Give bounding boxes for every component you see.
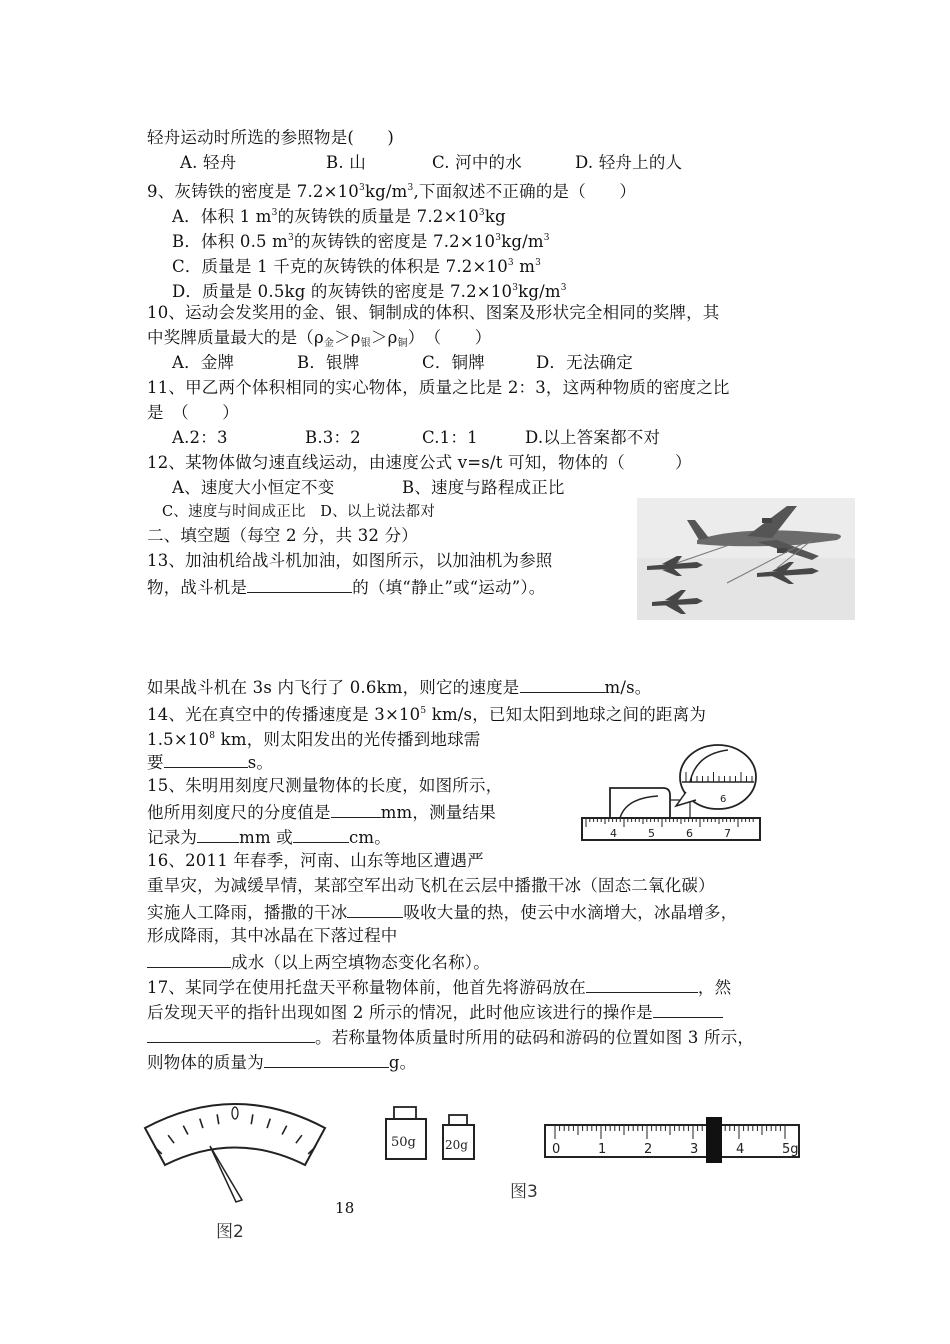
- q8-option-c: C. 河中的水: [432, 153, 522, 172]
- ruler-figure: [578, 740, 768, 842]
- q17-blank-2a[interactable]: [653, 1001, 723, 1018]
- svg-text:20g: 20g: [445, 1138, 468, 1152]
- q17-stem-line2: 后发现天平的指针出现如图 2 所示的情况，此时他应该进行的操作是: [147, 1001, 723, 1023]
- q11-option-b: B.3：2: [305, 428, 361, 447]
- q15-stem-line1: 15、朱明用刻度尺测量物体的长度，如图所示，: [147, 776, 503, 795]
- ruler-tick-label-4: 4: [610, 827, 617, 840]
- q16-blank-1[interactable]: [347, 901, 403, 918]
- q11-option-c: C.1：1: [422, 428, 478, 447]
- ruler-tick-label-5: 5: [648, 827, 655, 840]
- q11-option-d: D.以上答案都不对: [525, 428, 661, 447]
- q15-stem-line2: 他所用刻度尺的分度值是 mm，测量结果: [147, 803, 496, 822]
- q16-stem-line4: 形成降雨，其中冰晶在下落过程中: [147, 926, 398, 945]
- section-heading: 二、填空题（每空 2 分，共 32 分）: [147, 526, 418, 545]
- q9-option-b: B．体积 0.5 $m^3$的灰铸铁的密度是 $7.2\times 10^3kg/m^3$: [172, 232, 550, 251]
- rider-scale-figure: [543, 1115, 803, 1167]
- q9-option-d: D．质量是 0.5kg 的灰铸铁的密度是 $7.2\times 10^3kg/m^3$: [172, 282, 567, 301]
- q16-blank-2[interactable]: [147, 951, 231, 968]
- q16-stem-line2: 重旱灾，为减缓旱情，某部空军出动飞机在云层中播撒干冰（固态二氧化碳）: [147, 876, 715, 895]
- q14-stem-line2: $1.5\times 10^8$ km，则太阳发出的光传播到地球需: [147, 730, 481, 749]
- q12-option-a: A、速度大小恒定不变: [172, 478, 335, 497]
- q11-stem-line1: 11、甲乙两个体积相同的实心物体，质量之比是 2：3，这两种物质的密度之比: [147, 378, 730, 397]
- q8-option-a: A. 轻舟: [180, 153, 237, 172]
- svg-text:50g: 50g: [391, 1135, 416, 1150]
- weight-20g: [443, 1115, 474, 1159]
- q10-stem-line1: 10、运动会发奖用的金、银、铜制成的体积、图案及形状完全相同的奖牌，其: [147, 303, 720, 322]
- q13-stem-line1: 13、加油机给战斗机加油，如图所示，以加油机为参照: [147, 551, 553, 570]
- q11-stem-line2: 是 （ ）: [147, 403, 239, 422]
- q17-blank-2b[interactable]: [147, 1026, 315, 1043]
- weights-figure: [382, 1105, 482, 1165]
- q8-stem: 轻舟运动时所选的参照物是( ): [147, 128, 395, 147]
- ruler-tick-label-7: 7: [724, 827, 731, 840]
- q13-stem-line2: 物，战斗机是 的（填“静止”或“运动”）。: [147, 578, 546, 597]
- scale-tick-label: 2: [644, 1142, 653, 1157]
- q10-option-b: B．银牌: [297, 353, 360, 372]
- fig2-label: 图2: [216, 1222, 244, 1242]
- q9-option-c: C．质量是 1 千克的灰铸铁的体积是 $7.2\times 10^3$ $m^3$: [172, 257, 542, 276]
- q8-option-d: D. 轻舟上的人: [575, 153, 683, 172]
- scale-tick-label: 0: [552, 1142, 561, 1157]
- scale-tick-label: 4: [736, 1142, 745, 1157]
- q12-option-b: B、速度与路程成正比: [402, 478, 565, 497]
- q11-option-a: A.2：3: [172, 428, 228, 447]
- q15-blank-3[interactable]: [293, 826, 349, 843]
- q15-stem-line3: 记录为 mm 或 cm。: [147, 828, 391, 847]
- q14-stem-line3: 要 s。: [147, 753, 274, 772]
- q13-blank-2[interactable]: [520, 676, 605, 693]
- ruler-tick-label-6: 6: [686, 827, 693, 840]
- q13-blank-1[interactable]: [247, 576, 352, 593]
- q8-option-b: B. 山: [326, 153, 366, 172]
- q17-stem-line1: 17、某同学在使用托盘天平称量物体前，他首先将游码放在 ，然: [147, 978, 732, 997]
- q10-option-c: C．铜牌: [422, 353, 485, 372]
- measured-object: [610, 788, 670, 818]
- q15-blank-1[interactable]: [331, 801, 381, 818]
- q17-blank-3[interactable]: [264, 1051, 389, 1068]
- q17-stem-line4: 则物体的质量为 g。: [147, 1053, 417, 1072]
- zero-mark: [232, 1107, 238, 1119]
- q9-option-a: A．体积 1 $m^3$的灰铸铁的质量是 $7.2\times 10^3kg$: [172, 207, 506, 226]
- refueling-aircraft-figure: [637, 498, 855, 620]
- q12-option-cd: C、速度与时间成正比 D、以上说法都对: [162, 504, 436, 520]
- q14-blank[interactable]: [164, 751, 248, 768]
- scale-tick-label: 3: [690, 1142, 699, 1157]
- q10-option-a: A．金牌: [172, 353, 235, 372]
- q16-stem-line5: 成水（以上两空填物态变化名称）。: [147, 951, 490, 973]
- q16-stem-line1: 16、2011 年春季，河南、山东等地区遭遇严: [147, 851, 484, 870]
- scale-tick-label: 5g: [782, 1142, 799, 1157]
- weight-50g: [386, 1107, 426, 1159]
- balance-pointer-figure: [140, 1090, 330, 1205]
- rider-slider[interactable]: [706, 1117, 722, 1163]
- q17-blank-1[interactable]: [586, 976, 698, 993]
- q17-stem-line3: 。若称量物体质量时所用的砝码和游码的位置如图 3 所示，: [147, 1026, 754, 1048]
- pointer-needle: [210, 1146, 242, 1202]
- q10-stem-line2: 中奖牌质量最大的是$(\rho_金>\rho_银>\rho_铜)$ （ ）: [147, 328, 492, 349]
- q16-stem-line3: 实施人工降雨，播撒的干冰 吸收大量的热，使云中水滴增大，冰晶增多，: [147, 903, 738, 922]
- scale-tick-label: 1: [598, 1142, 607, 1157]
- q14-stem-line1: 14、光在真空中的传播速度是 $3\times 10^5$ km/s，已知太阳到地球之间的距离为: [147, 705, 707, 724]
- q15-blank-2[interactable]: [197, 826, 239, 843]
- q9-stem: 9、灰铸铁的密度是 $7.2\times 10^3kg/m^3$,下面叙述不正确的是（ ）: [147, 182, 637, 201]
- q13-stem-line3: 如果战斗机在 3s 内飞行了 0.6km，则它的速度是 m/s。: [147, 678, 652, 697]
- fig3-label: 图3: [510, 1182, 538, 1202]
- zoom-tick-label: 6: [720, 794, 727, 805]
- page-number: 18: [335, 1199, 355, 1217]
- q10-option-d: D．无法确定: [536, 353, 633, 372]
- q12-stem: 12、某物体做匀速直线运动，由速度公式 v=s/t 可知，物体的（ ）: [147, 453, 692, 472]
